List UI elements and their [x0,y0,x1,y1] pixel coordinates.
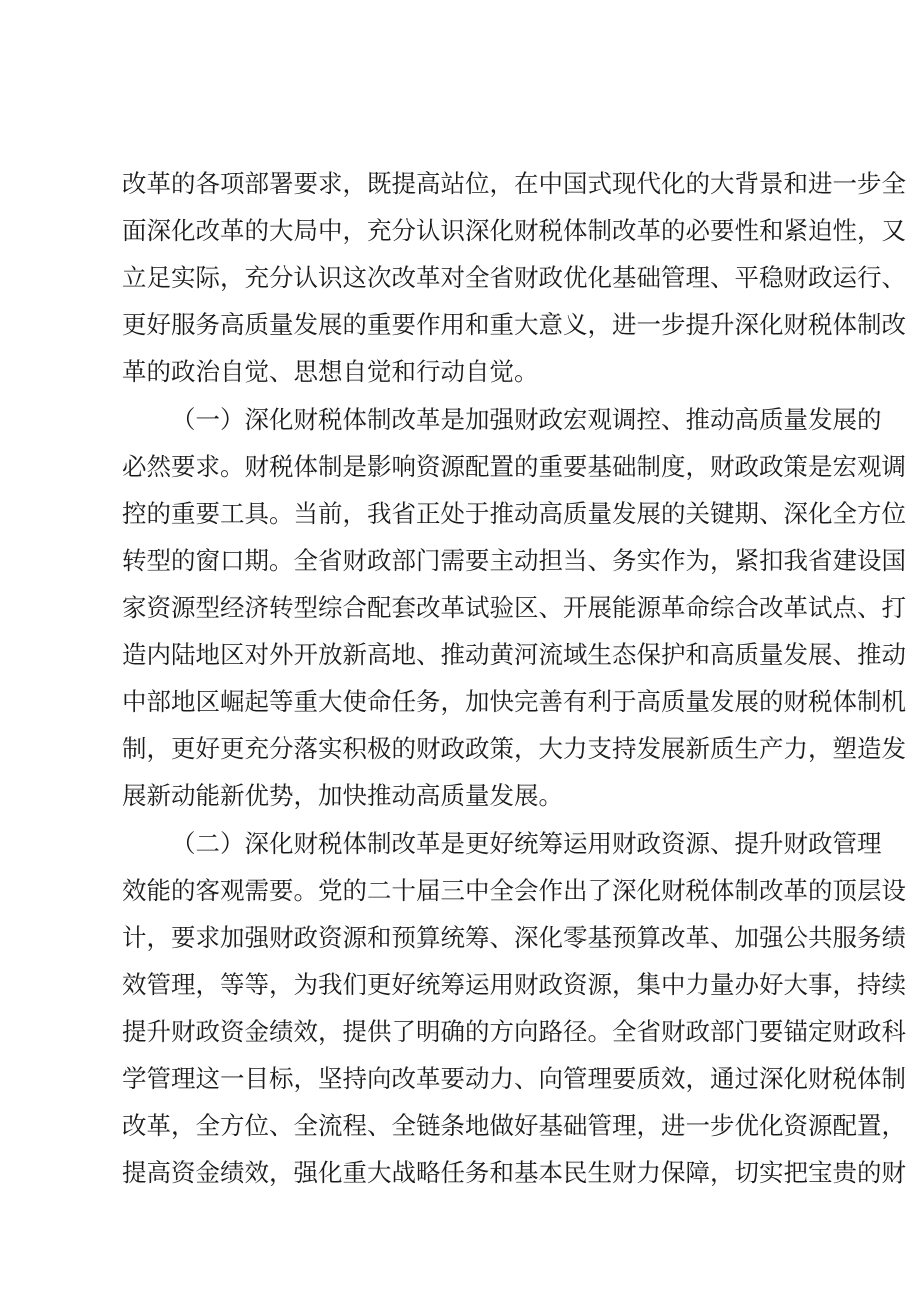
paragraph-line: 必然要求。财税体制是影响资源配置的重要基础制度，财政政策是宏观调 [122,452,906,481]
paragraph-line: 提升财政资金绩效，提供了明确的方向路径。全省财政部门要锚定财政科 [122,1017,906,1046]
paragraph-line: 改革，全方位、全流程、全链条地做好基础管理，进一步优化资源配置， [122,1111,906,1140]
paragraph-line: 中部地区崛起等重大使命任务，加快完善有利于高质量发展的财税体制机 [122,687,906,716]
paragraph-line: 制，更好更充分落实积极的财政政策，大力支持发展新质生产力，塑造发 [122,734,906,763]
paragraph-line: 更好服务高质量发展的重要作用和重大意义，进一步提升深化财税体制改 [122,310,906,339]
paragraph-line: 家资源型经济转型综合配套改革试验区、开展能源革命综合改革试点、打 [122,593,906,622]
paragraph-line: 革的政治自觉、思想自觉和行动自觉。 [122,357,539,386]
paragraph-line: 造内陆地区对外开放新高地、推动黄河流域生态保护和高质量发展、推动 [122,640,906,669]
paragraph-line: 提高资金绩效，强化重大战略任务和基本民生财力保障，切实把宝贵的财 [122,1158,906,1187]
paragraph-line: 学管理这一目标，坚持向改革要动力、向管理要质效，通过深化财税体制 [122,1064,906,1093]
paragraph-line: 控的重要工具。当前，我省正处于推动高质量发展的关键期、深化全方位 [122,499,906,528]
paragraph-line: 面深化改革的大局中，充分认识深化财税体制改革的必要性和紧迫性，又 [122,216,906,245]
paragraph-line: 转型的窗口期。全省财政部门需要主动担当、务实作为，紧扣我省建设国 [122,546,906,575]
paragraph-line: 展新动能新优势，加快推动高质量发展。 [122,781,563,810]
paragraph-line: 计，要求加强财政资源和预算统筹、深化零基预算改革、加强公共服务绩 [122,923,906,952]
paragraph-line: 改革的各项部署要求，既提高站位，在中国式现代化的大背景和进一步全 [122,169,906,198]
section-heading-line: （一）深化财税体制改革是加强财政宏观调控、推动高质量发展的 [171,405,882,434]
paragraph-line: 效能的客观需要。党的二十届三中全会作出了深化财税体制改革的顶层设 [122,876,906,905]
section-heading-line: （二）深化财税体制改革是更好统筹运用财政资源、提升财政管理 [171,829,882,858]
paragraph-line: 效管理，等等，为我们更好统筹运用财政资源，集中力量办好大事，持续 [122,970,906,999]
paragraph-line: 立足实际，充分认识这次改革对全省财政优化基础管理、平稳财政运行、 [122,263,906,292]
